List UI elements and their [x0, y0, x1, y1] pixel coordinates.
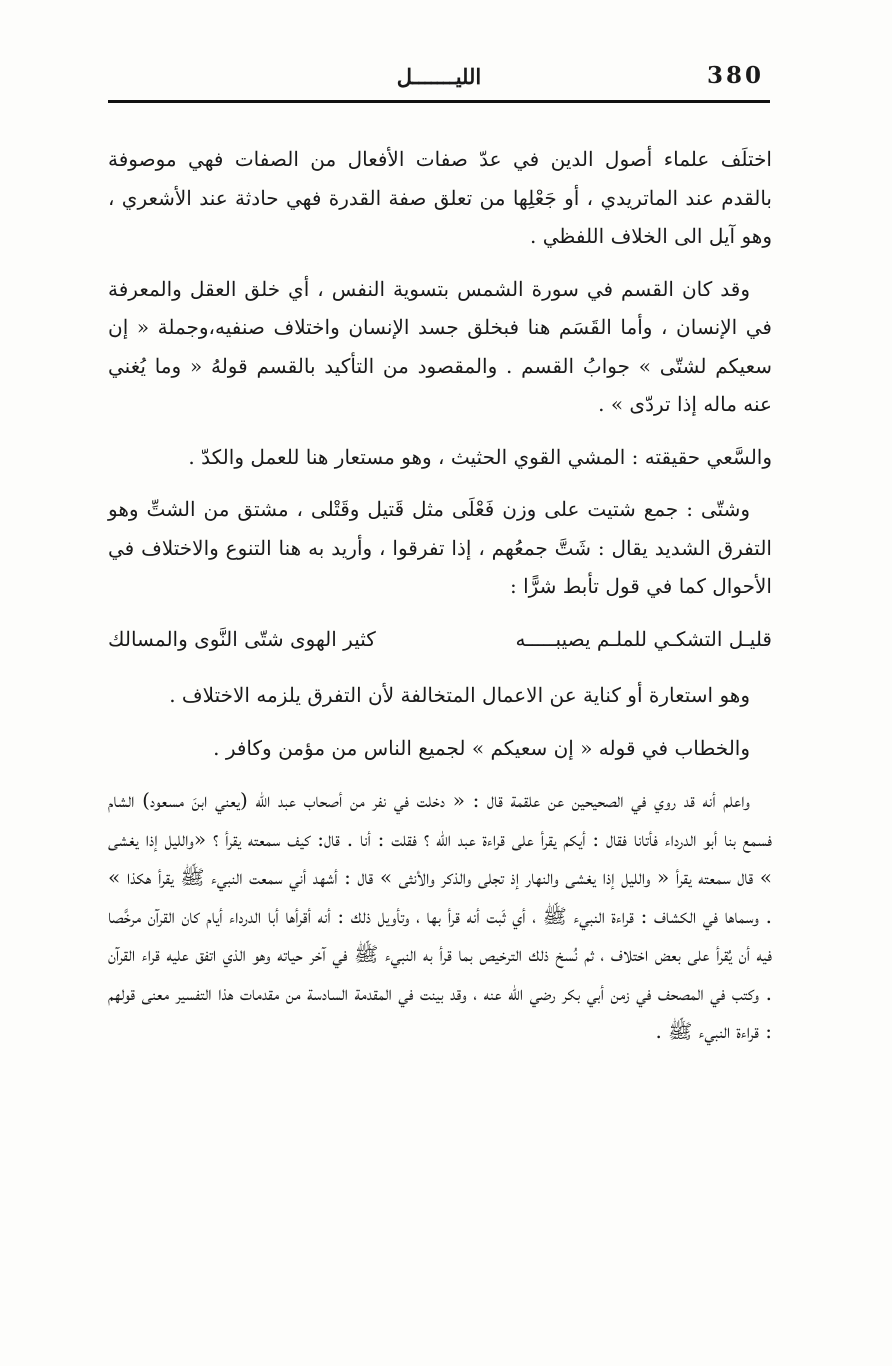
- paragraph-qasam: وقد كان القسم في سورة الشمس بتسوية النفس ، أي خلق العقل والمعرفة في الإنسان ، وأما القَسَم هنا فبخلق جسد الإنسان واختلاف صنفيه،وجملة « إن سعيكم لشتّى » جوابُ القسم . والمقصود من التأكيد بالقسم قولهُ « وما يُغني عنه ماله إذا تردّى » .: [108, 276, 772, 416]
- paragraph-shatta: وشتّى : جمع شتيت على وزن فَعْلَى مثل قَتيل وقَتْلى ، مشتق من الشتِّ وهو التفرق الشديد يقال : شَتَّ جمعُهم ، إذا تفرقوا ، وأريد به هنا التنوع والاختلاف في الأحوال كما في قول تأبط شرًّا :: [108, 497, 772, 598]
- poem-verse: [108, 620, 772, 659]
- paragraph-khitab: والخطاب في قوله « إن سعيكم » لجميع الناس من مؤمن وكافر .: [213, 735, 750, 760]
- paragraph-sifat-afal: اختلَف علماء أصول الدين في عدّ صفات الأفعال من الصفات فهي موصوفة بالقدم عند الماتريدي ، أو جَعْلِها من تعلق صفة القدرة فهي حادثة عند الأشعري ، وهو آيل الى الخلاف اللفظي .: [108, 147, 772, 248]
- paragraph-saay: والسَّعي حقيقته : المشي القوي الحثيث ، وهو مستعار هنا للعمل والكدّ .: [188, 444, 772, 469]
- page-body: [108, 140, 772, 1065]
- paragraph-isti'ara: وهو استعارة أو كناية عن الاعمال المتخالفة لأن التفرق يلزمه الاختلاف .: [169, 683, 750, 707]
- page-header: [108, 58, 770, 98]
- poem-first-hemistich: قليـل التشكـي للملـم يصيبـــــه: [515, 626, 772, 651]
- paragraph-alqama-hadith: واعلم أنه قد روي في الصحيحين عن علقمة قال : « دخلت في نفر من أصحاب عبد الله (يعني ابنَ مسعود) الشام فسمع بنا أبو الدرداء فأتانا فقال : أيكم يقرأ على قراءة عبد الله ؟ فقلت : أنا . قال: كيف سمعته يقرأ ؟ «والليل إذا يغشى » قال سمعته يقرأ « والليل إذا يغشى والنهار إذ تجلى والذكر والأنثى » قال : أشهد أني سمعت النبيء ﷺ يقرأ هكذا » . وسماها في الكشاف : قراءة النبيء ﷺ ، أي ثَبت أنه قرأ بها ، وتأويل ذلك : أنه أقرأها أبا الدرداء أيام كان القرآن مرخَّصا فيه أن يُقرأ على بعض اختلاف ، ثم نُسخ ذلك الترخيص بما قرأ به النبيء ﷺ في آخر حياته وهو الذي اتفق عليه قراء القرآن . وكتب في المصحف في زمن أبي بكر رضي الله عنه ، وقد بينت في المقدمة السادسة من مقدمات هذا التفسير معنى قولهم : قراءة النبيء ﷺ .: [108, 788, 772, 1043]
- poem-second-hemistich: كثير الهوى شتّى النَّوى والمسالك: [108, 626, 376, 651]
- page-number: 380: [706, 62, 764, 89]
- running-title: الليـــــــل: [396, 64, 482, 89]
- header-rule: [108, 100, 770, 103]
